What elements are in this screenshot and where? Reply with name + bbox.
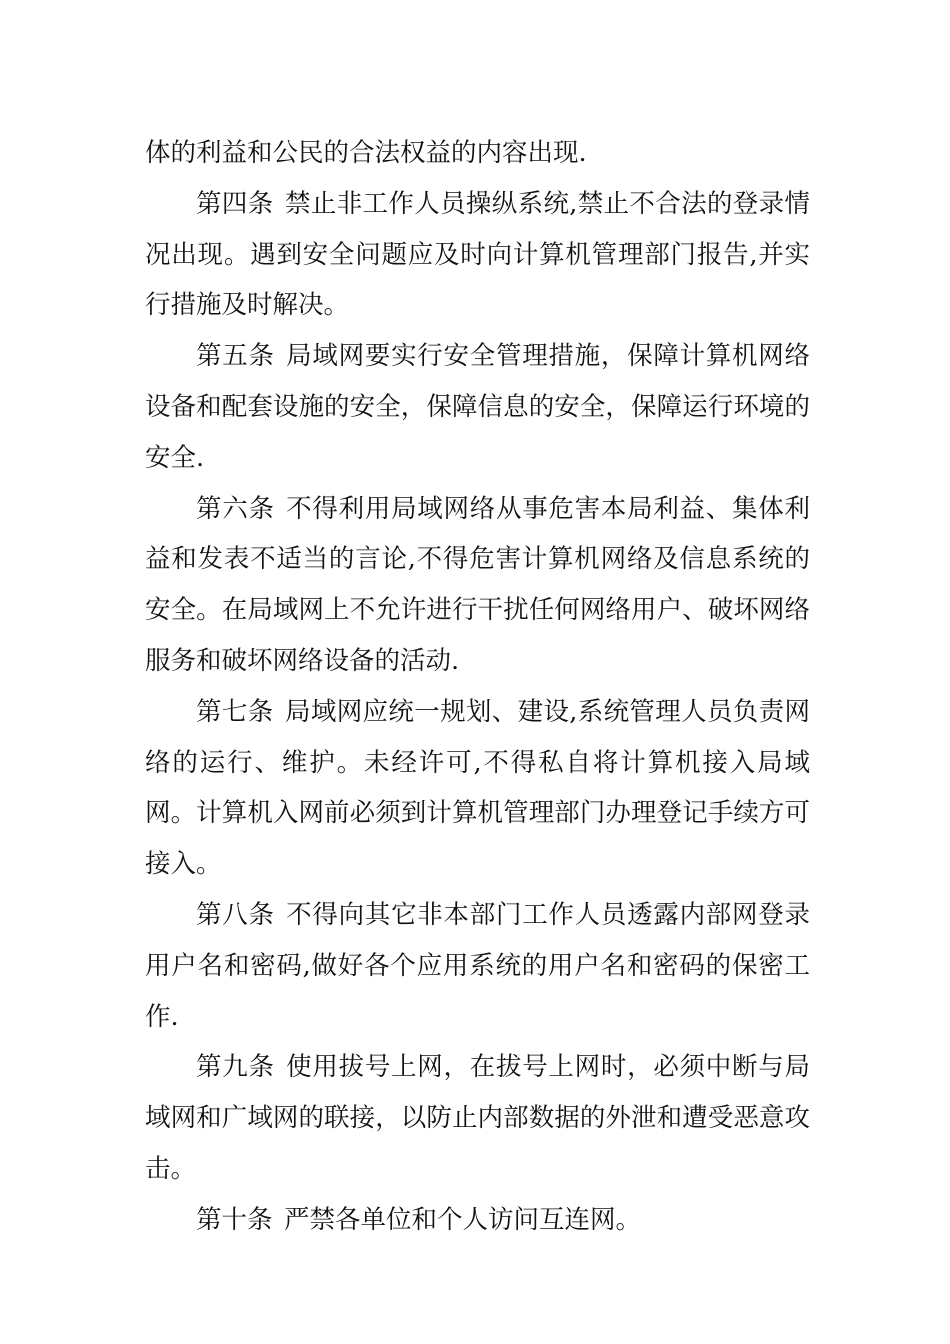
article-number: 第八条 xyxy=(196,899,275,930)
article-text: 不得向其它非本部门工作人员透露内部网登录用户名和密码,做好各个应用系统的用户名和密码的保密工作. xyxy=(145,899,810,1032)
article-9 xyxy=(145,1042,810,1194)
article-8 xyxy=(145,890,810,1042)
article-7 xyxy=(145,687,810,890)
article-number: 第四条 xyxy=(196,188,274,219)
article-4 xyxy=(145,179,810,331)
article-number: 第五条 xyxy=(196,341,275,372)
article-text: 使用拔号上网，在拔号上网时，必须中断与局域网和广域网的联接，以防止内部数据的外泄和遭受恶意攻击。 xyxy=(145,1052,810,1184)
document-body xyxy=(145,128,810,1246)
article-6 xyxy=(145,484,810,687)
article-number: 第十条 xyxy=(196,1204,273,1235)
article-number: 第九条 xyxy=(196,1052,275,1083)
article-text: 局域网要实行安全管理措施，保障计算机网络设备和配套设施的安全，保障信息的安全，保障运行环境的安全. xyxy=(145,341,810,473)
continuation-paragraph: 体的利益和公民的合法权益的内容出现. xyxy=(145,138,587,168)
article-text: 不得利用局域网络从事危害本局利益、集体利益和发表不适当的言论,不得危害计算机网络及信息系统的安全。在局域网上不允许进行干扰任何网络用户、破坏网络服务和破坏网络设备的活动. xyxy=(145,493,810,676)
article-5 xyxy=(145,331,810,483)
article-text: 禁止非工作人员操纵系统,禁止不合法的登录情况出现。遇到安全问题应及时向计算机管理部门报告,并实行措施及时解决。 xyxy=(145,188,810,321)
article-number: 第六条 xyxy=(196,493,275,524)
article-text: 严禁各单位和个人访问互连网。 xyxy=(283,1204,641,1235)
article-text: 局域网应统一规划、建设,系统管理人员负责网络的运行、维护。未经许可,不得私自将计算机接入局域网。计算机入网前必须到计算机管理部门办理登记手续方可接入。 xyxy=(145,696,810,880)
article-10 xyxy=(145,1195,810,1246)
article-number: 第七条 xyxy=(196,696,274,727)
